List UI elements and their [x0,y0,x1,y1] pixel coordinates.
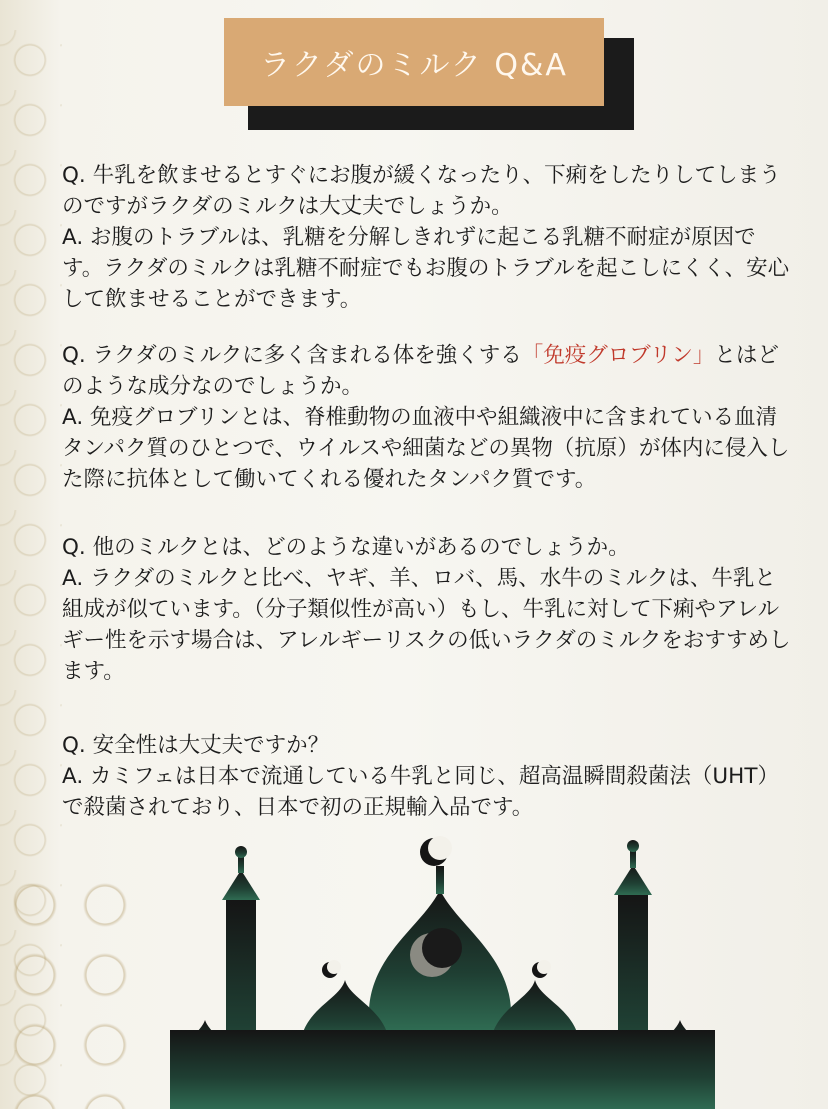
answer-text: A. お腹のトラブルは、乳糖を分解しきれずに起こる乳糖不耐症が原因です。ラクダのミルクは乳糖不耐症でもお腹のトラブルを起こしにくく、安心して飲ませることができます。 [62,225,790,312]
page-title: ラクダのミルク Q&A [260,48,568,83]
question-text: Q. 他のミルクとは、どのような違いがあるのでしょうか。 [62,535,630,560]
question-text: Q. 牛乳を飲ませるとすぐにお腹が緩くなったり、下痢をしたりしてしまうのですがラクダのミルクは大丈夫でしょうか。 [62,163,781,219]
title-box [224,18,604,106]
answer-text: A. カミフェは日本で流通している牛乳と同じ、超高温瞬間殺菌法（UHT）で殺菌されており、日本で初の正規輸入品です。 [62,764,779,820]
qa-block-4 [62,730,792,823]
answer-text: A. ラクダのミルクと比べ、ヤギ、羊、ロバ、馬、水牛のミルクは、牛乳と組成が似ています。（分子類似性が高い）もし、牛乳に対して下痢やアレルギー性を示す場合は、アレルギーリスクの低いラクダのミルクをおすすめします。 [62,566,791,684]
qa-block-2 [62,340,792,495]
question-text: Q. 安全性は大丈夫ですか？ [62,733,330,758]
question-text [62,340,792,402]
highlight-term: 「免疫グロブリン」 [521,343,715,368]
question-text-part: Q. ラクダのミルクに多く含まれる体を強くする [62,343,522,368]
mosque-silhouette-icon [0,830,828,1109]
answer-text: A. 免疫グロブリンとは、脊椎動物の血液中や組織液中に含まれている血清タンパク質のひとつで、ウイルスや細菌などの異物（抗原）が体内に侵入した際に抗体として働いてくれる優れたタンパク質です。 [62,405,790,492]
qa-block-1 [62,160,792,315]
qa-block-3 [62,532,792,687]
question-text-part: とはどのような成分なのでしょうか。 [62,343,779,399]
